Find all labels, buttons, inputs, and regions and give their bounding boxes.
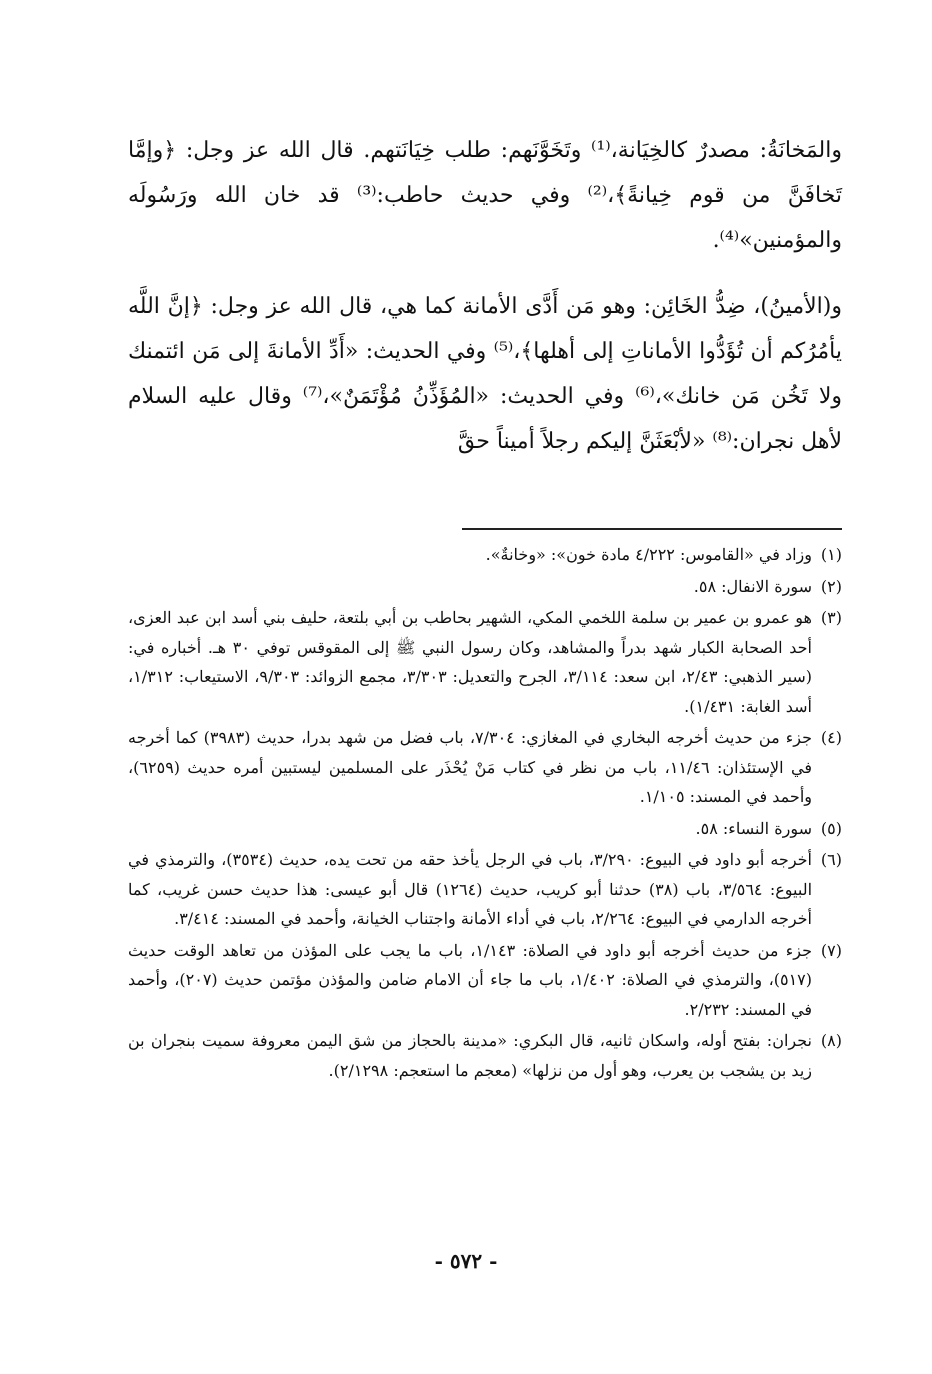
footnote-text: سورة الانفال: ٥٨.: [693, 576, 812, 596]
footnote-text: جزء من حديث أخرجه البخاري في المغازي: ٧/٣٠٤، باب فضل من شهد بدرا، حديث (٣٩٨٣) كما أخرجه في الإستئذان: ١١/٤٦، باب من نظر في كتاب مَنْ يُحْذَر على المسلمين ليستبين أمره حديث (٦٢٥٩)، وأحمد في المسند: ١/١٠٥.: [128, 728, 812, 806]
page-number: - ٥٧٢ -: [434, 1249, 498, 1273]
footnote-marker: (٧): [820, 940, 842, 960]
footnote-marker: (٢): [820, 576, 842, 596]
footnote-text: جزء من حديث أخرجه أبو داود في الصلاة: ١/١٤٣، باب ما يجب على المؤذن من تعاهد الوقت حديث (٥١٧)، والترمذي في الصلاة: ١/٤٠٢، باب ما جاء أن الامام ضامن والمؤذن مؤتمن حديث (٢٠٧)، وأحمد في المسند: ٢/٢٣٢.: [128, 940, 813, 1019]
footnotes-section: [128, 540, 842, 1087]
footnote-marker: (٦): [820, 850, 842, 869]
footnote-text: نجران: بفتح أوله، واسكان ثانيه، قال البكري: «مدينة بالحجاز من شق اليمن معروفة سميت بنجران بن زيد بن يشجب بن يعرب، وهو أول من نزلها» (معجم ما استعجم: ٢/١٢٩٨).: [128, 1031, 812, 1080]
footnote-marker: (١): [820, 545, 842, 564]
main-paragraph: و(الأمينُ)، ضِدُّ الخَائِن: وهو مَن أَدَّى الأمانة كما هي، قال الله عز وجل: ﴿إنَّ اللَّه يأمُرُكم أن تُؤَدُّوا الأماناتِ إلى أهلها﴾،⁽⁵⁾ وفي الحديث: «أَدِّ الأمانةَ إلى مَن ائتمنك ولا تَخُن مَن خانك»،⁽⁶⁾ وفي الحديث: «المُؤَذِّنُ مُؤْتَمَنٌ»،⁽⁷⁾ وقال عليه السلام لأهل نجران:⁽⁸⁾ «لأبْعَثَنَّ إليكم رجلاً أميناً حقَّ: [128, 294, 843, 454]
footnote: [128, 936, 842, 1025]
footnote: [128, 723, 842, 812]
footnote-text: وزاد في «القاموس: ٤/٢٢٢ مادة خون»: «وخانةٌ».: [485, 545, 812, 564]
footnote-marker: (٤): [820, 728, 842, 747]
footnote-text: أخرجه أبو داود في البيوع: ٣/٢٩٠، باب في الرجل يأخذ حقه من تحت يده، حديث (٣٥٣٤)، والترمذي في البيوع: ٣/٥٦٤، باب (٣٨) حدثنا أبو كريب، حديث (١٢٦٤) قال أبو عيسى: هذا حديث حسن غريب، كما أخرجه الدارمي في البيوع: ٢/٢٦٤، باب في أداء الأمانة واجتناب الخيانة، وأحمد في المسند: ٣/٤١٤.: [128, 850, 813, 928]
footnote-marker: (٣): [820, 608, 842, 627]
footnote: [128, 603, 842, 721]
footnote: [128, 572, 842, 602]
footnote: [128, 845, 842, 934]
main-text: [128, 128, 842, 464]
footnote-divider: [462, 528, 842, 530]
footnote: [128, 814, 842, 844]
footnote-marker: (٥): [820, 818, 842, 838]
main-paragraph: والمَخانَةُ: مصدرٌ كالخِيَانة،⁽¹⁾ وتَخَوَّنَهم: طلب خِيَانَتهم. قال الله عز وجل: ﴿وإمَّا تَخافَنَّ من قوم خِيانةً﴾،⁽²⁾ وفي حديث حاطب:⁽³⁾ قد خان الله ورَسُولَه والمؤمنين»⁽⁴⁾.: [128, 138, 843, 253]
footnote-text: سورة النساء: ٥٨.: [695, 818, 812, 838]
footnote: [128, 540, 842, 570]
footnote-marker: (٨): [820, 1031, 842, 1050]
footnote: [128, 1026, 842, 1085]
footnote-text: هو عمرو بن عمير بن سلمة اللخمي المكي، الشهير بحاطب بن أبي بلتعة، حليف بني أسد ابن عبد العزى، أحد الصحابة الكبار شهد بدراً والمشاهد، وكان رسول النبي ﷺ إلى المقوقس توفي ٣٠ هـ. أخباره في: (سير الذهبي: ٢/٤٣، ابن سعد: ٣/١١٤، الجرح والتعديل: ٣/٣٠٣، مجمع الزوائد: ٩/٣٠٣، الاستيعاب: ١/٣١٢، أسد الغابة: ١/٤٣١).: [128, 608, 813, 716]
